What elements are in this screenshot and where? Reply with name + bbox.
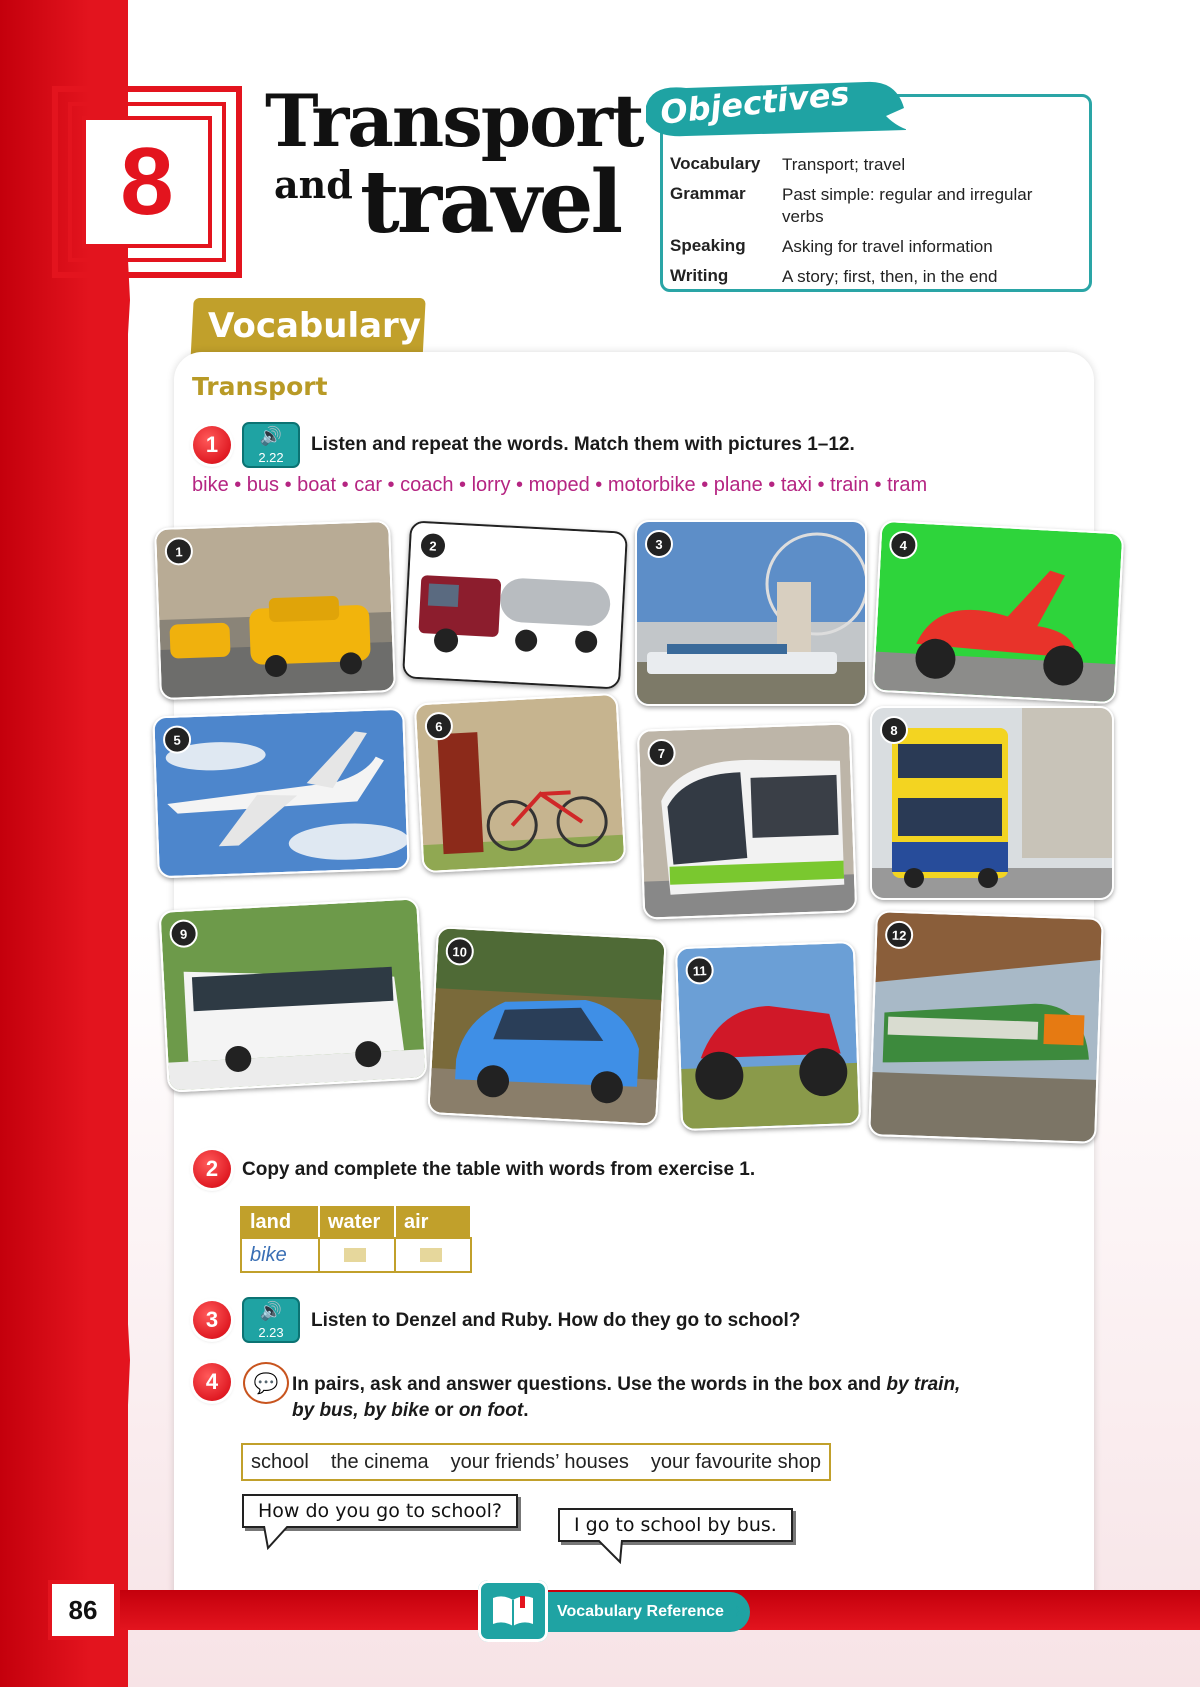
audio-button-2-22[interactable] [242,422,300,468]
exercise-number-3: 3 [193,1301,231,1339]
photo-car [427,926,667,1126]
photo-number: 12 [885,920,914,949]
vocabulary-table [240,1206,472,1273]
word-box-item: your favourite shop [650,1450,822,1473]
photo-boat [635,520,867,706]
unit-title-line2: travel [360,152,621,253]
unit-title-line1: Transport [265,78,643,163]
audio-button-2-23[interactable] [242,1297,300,1343]
section-tab-label: Vocabulary [208,306,421,346]
table-header-air: air [395,1207,471,1238]
photo-plane [152,708,410,879]
photo-taxi [154,520,396,700]
table-cell-blank[interactable] [319,1238,395,1272]
exercise-number-4: 4 [193,1363,231,1401]
photo-number: 5 [163,725,192,754]
section-title: Transport [192,372,328,401]
photo-number: 1 [164,537,193,566]
photo-bus [870,706,1114,900]
photo-train [868,910,1104,1144]
speech-bubble-question: How do you go to school? [242,1494,518,1528]
audio-track: 2.23 [258,1325,284,1340]
table-cell-example: bike [241,1238,319,1272]
photo-bike [414,693,627,873]
bubble-tail [596,1540,626,1564]
double-chevron-icon: » [734,1596,750,1624]
photo-number: 4 [889,530,918,559]
photo-lorry [402,520,628,689]
photo-number: 7 [647,738,676,767]
objective-value: Transport; travel [782,155,906,174]
table-header-water: water [319,1207,395,1238]
photo-tram [637,722,858,919]
unit-number: 8 [120,128,174,235]
photo-number: 9 [169,919,198,948]
word-box-item: your friends’ houses [450,1450,629,1473]
word-box [241,1443,831,1481]
photo-number: 11 [685,956,714,985]
exercise-3-instruction: Listen to Denzel and Ruby. How do they go to school? [311,1310,801,1331]
photo-number: 8 [880,716,908,744]
speaker-icon: 🔊 [259,1301,283,1322]
word-list: bike • bus • boat • car • coach • lorry • moped • motorbike • plane • taxi • train • tram [192,474,928,496]
exercise-number-1: 1 [193,426,231,464]
exercise-2-instruction: Copy and complete the table with words from exercise 1. [242,1159,756,1180]
photo-coach [158,897,427,1092]
objectives-title: Objectives [658,74,852,132]
audio-track: 2.22 [258,450,284,465]
speech-bubble-answer: I go to school by bus. [558,1508,793,1542]
objective-value: Past simple: regular and irregular verbs [782,185,1033,226]
photo-number: 3 [645,530,673,558]
exercise-4-instruction: In pairs, ask and answer questions. Use the words in the box and by train, by bus, by bike or on foot. [292,1374,961,1421]
vocabulary-reference-label: Vocabulary Reference [557,1603,724,1620]
photo-moped [872,520,1125,705]
objective-key: Writing [670,266,729,285]
unit-title-and: and [274,162,353,207]
objective-key: Grammar [670,184,746,203]
table-header-land: land [241,1207,319,1238]
page-number: 86 [48,1580,118,1640]
bubble-tail [262,1526,292,1550]
book-icon [478,1580,548,1642]
exercise-1-instruction: Listen and repeat the words. Match them with pictures 1–12. [311,434,855,455]
speaker-icon: 🔊 [259,426,283,447]
speech-bubbles-icon: 💬 [243,1362,289,1404]
unit-badge [52,86,242,278]
table-cell-blank[interactable] [395,1238,471,1272]
photo-number: 2 [418,531,447,560]
exercise-number-2: 2 [193,1150,231,1188]
word-box-item: the cinema [330,1450,429,1473]
photo-number: 10 [445,937,474,966]
photo-number: 6 [424,711,453,740]
objective-key: Speaking [670,236,746,255]
objective-value: Asking for travel information [782,237,993,256]
objective-key: Vocabulary [670,154,761,173]
objective-value: A story; first, then, in the end [782,267,998,286]
word-box-item: school [251,1450,309,1473]
photo-motorbike [675,941,861,1131]
